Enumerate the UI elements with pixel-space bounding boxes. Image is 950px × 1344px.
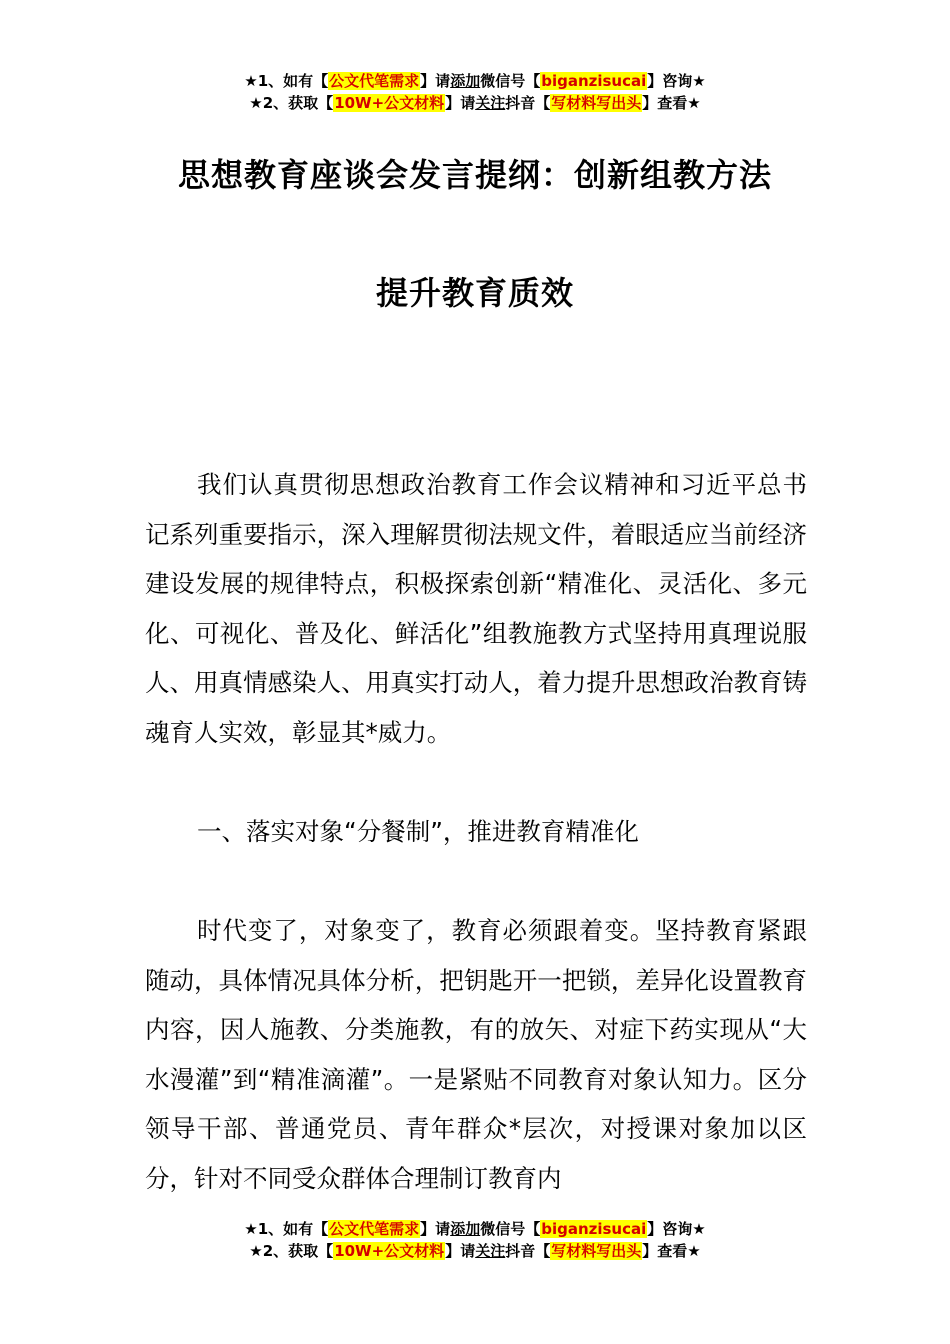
banner-highlight: 公文代笔需求 [329, 72, 420, 90]
banner-line-1: ★1、如有【公文代笔需求】请添加微信号【biganzisucai】咨询★ [244, 1220, 706, 1238]
banner-line-2: ★2、获取【10W+公文材料】请关注抖音【写材料写出头】查看★ [249, 94, 701, 112]
footer-banner [0, 1218, 950, 1262]
banner-line-1: ★1、如有【公文代笔需求】请添加微信号【biganzisucai】咨询★ [244, 72, 706, 90]
banner-underline: 关注 [475, 1242, 506, 1260]
paragraph-intro: 我们认真贯彻思想政治教育工作会议精神和习近平总书记系列重要指示，深入理解贯彻法规文件，着眼适应当前经济建设发展的规律特点，积极探索创新“精准化、灵活化、多元化、可视化、普及化、鲜活化”组教施教方式坚持用真理说服人、用真情感染人、用真实打动人，着力提升思想政治教育铸魂育人实效，彰显其*威力。 [145, 470, 807, 747]
banner-underline: 添加 [450, 1220, 481, 1238]
banner-highlight: biganzisucai [541, 72, 647, 90]
banner-highlight: 写材料写出头 [551, 1242, 642, 1260]
document-title-line-2: 提升教育质效 [375, 274, 574, 312]
section-heading-1: 一、落实对象“分餐制”，推进教育精准化 [197, 817, 639, 846]
banner-underline: 添加 [450, 72, 481, 90]
banner-line-2: ★2、获取【10W+公文材料】请关注抖音【写材料写出头】查看★ [249, 1242, 701, 1260]
banner-highlight: 写材料写出头 [551, 94, 642, 112]
banner-highlight: biganzisucai [541, 1220, 647, 1238]
banner-highlight: 10W+公文材料 [334, 1242, 445, 1260]
banner-underline: 关注 [475, 94, 506, 112]
banner-highlight: 公文代笔需求 [329, 1220, 420, 1238]
header-banner [0, 70, 950, 114]
banner-highlight: 10W+公文材料 [334, 94, 445, 112]
paragraph-section-1: 时代变了，对象变了，教育必须跟着变。坚持教育紧跟随动，具体情况具体分析，把钥匙开一把锁，差异化设置教育内容，因人施教、分类施教，有的放矢、对症下药实现从“大水漫灌”到“精准滴灌”。一是紧贴不同教育对象认知力。区分领导干部、普通党员、青年群众*层次，对授课对象加以区分，针对不同受众群体合理制订教育内 [145, 916, 807, 1193]
document-title-line-1: 思想教育座谈会发言提纲：创新组教方法 [177, 156, 772, 194]
